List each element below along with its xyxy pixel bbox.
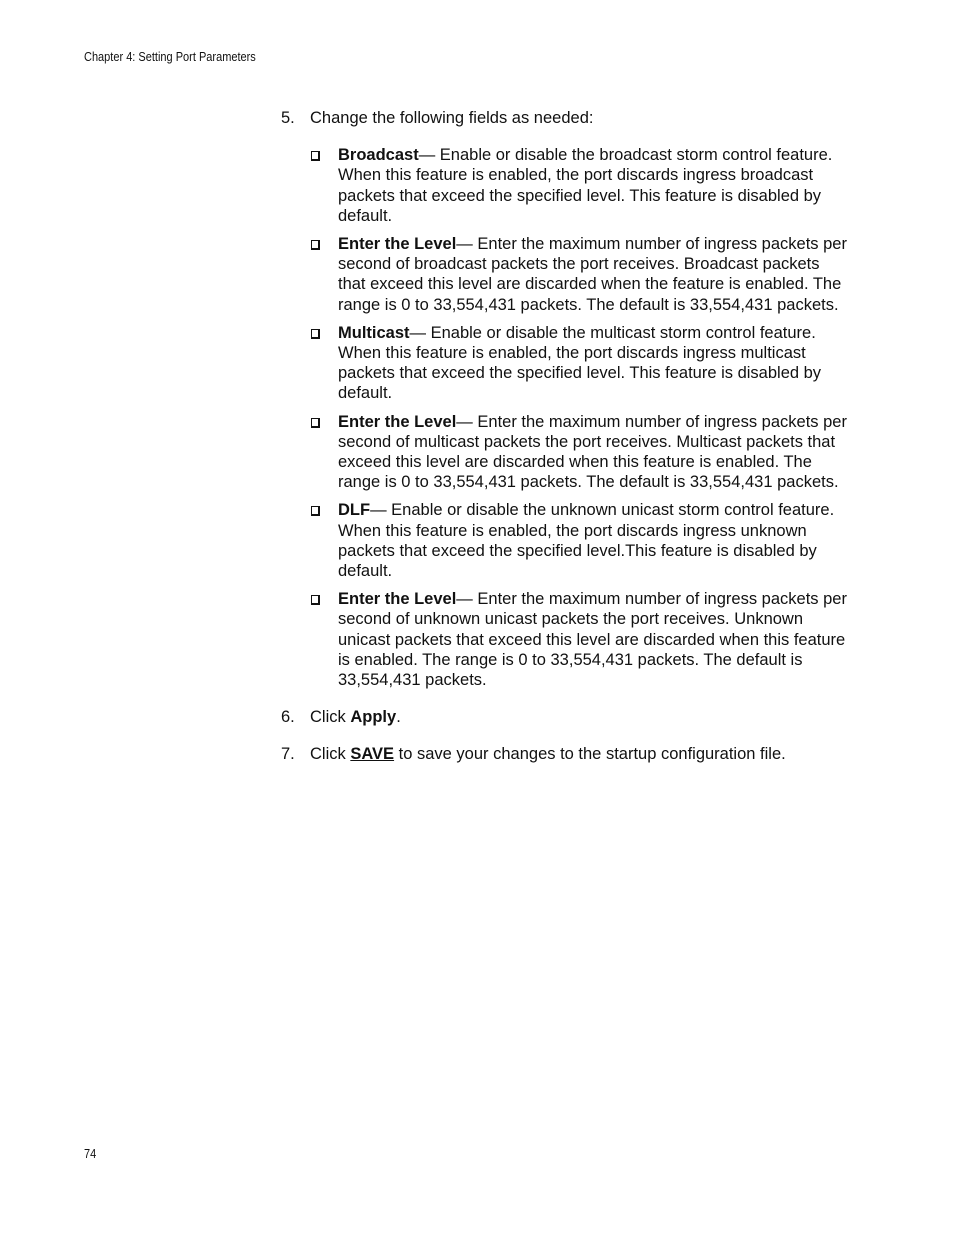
field-description: — Enable or disable the unknown unicast storm control feature. When this feature is enabled, the port discards ingress unknown packets that exceed the specified level.This feature is disabled by default. xyxy=(338,501,835,581)
step-5 xyxy=(281,108,851,128)
step-number: 5. xyxy=(281,109,295,127)
field-description: — Enable or disable the multicast storm control feature. When this feature is enabled, the port discards ingress multicast packets that exceed the specified level. This feature is disabled by default. xyxy=(338,323,822,403)
checkbox-bullet-icon xyxy=(311,240,320,250)
list-item-multicast-level xyxy=(310,412,851,493)
field-term: Enter the Level xyxy=(338,235,457,254)
field-term: Enter the Level xyxy=(338,412,457,431)
field-description: — Enable or disable the broadcast storm control feature. When this feature is enabled, the port discards ingress broadcast packets that exceed the specified level. This feature is disabled by default. xyxy=(338,146,833,225)
step-number: 6. xyxy=(281,708,295,727)
field-description: — Enter the maximum number of ingress packets per second of unknown unicast packets the port receives. Unknown unicast packets that exceed this level are discarded when this feature is enabled. The range is 0 to 33,554,431 packets. The default is 33,554,431 packets. xyxy=(338,590,847,690)
field-term: Multicast xyxy=(338,323,410,342)
step-text: Change the following fields as needed: xyxy=(310,109,594,127)
checkbox-bullet-icon xyxy=(311,595,320,605)
step-7 xyxy=(281,744,851,764)
step-suffix: to save your changes to the startup configuration file. xyxy=(394,745,786,764)
list-item-broadcast-level xyxy=(310,234,851,315)
page-number: 74 xyxy=(84,1147,97,1161)
field-term: Broadcast xyxy=(338,146,419,165)
main-content xyxy=(281,108,851,765)
step-prefix: Click xyxy=(310,745,351,764)
step-number: 7. xyxy=(281,745,295,764)
checkbox-bullet-icon xyxy=(311,506,320,516)
list-item-multicast xyxy=(310,323,851,404)
step-prefix: Click xyxy=(310,708,351,727)
field-term: DLF xyxy=(338,501,371,520)
list-item-dlf-level xyxy=(310,589,851,690)
field-description: — Enter the maximum number of ingress packets per second of broadcast packets the port receives. Broadcast packets that exceed this level are discarded when the feature is enabled. The range is 0 to 33,554,431 packets. The default is 33,554,431 packets. xyxy=(338,235,847,314)
running-header: Chapter 4: Setting Port Parameters xyxy=(84,50,256,64)
list-item-dlf xyxy=(310,500,851,581)
field-term: Enter the Level xyxy=(338,590,457,609)
checkbox-bullet-icon xyxy=(311,418,320,428)
checkbox-bullet-icon xyxy=(311,329,320,339)
step-suffix: . xyxy=(396,708,401,727)
list-item-broadcast xyxy=(310,145,851,226)
field-list xyxy=(310,145,851,690)
save-link[interactable]: SAVE xyxy=(350,745,395,764)
apply-label: Apply xyxy=(350,708,397,727)
checkbox-bullet-icon xyxy=(311,151,320,161)
step-6 xyxy=(281,707,851,727)
field-description: — Enter the maximum number of ingress packets per second of multicast packets the port receives. Multicast packets that exceed this level are discarded when this feature is enabled. The range is 0 to 33,554,431 packets. The default is 33,554,431 packets. xyxy=(338,412,847,492)
